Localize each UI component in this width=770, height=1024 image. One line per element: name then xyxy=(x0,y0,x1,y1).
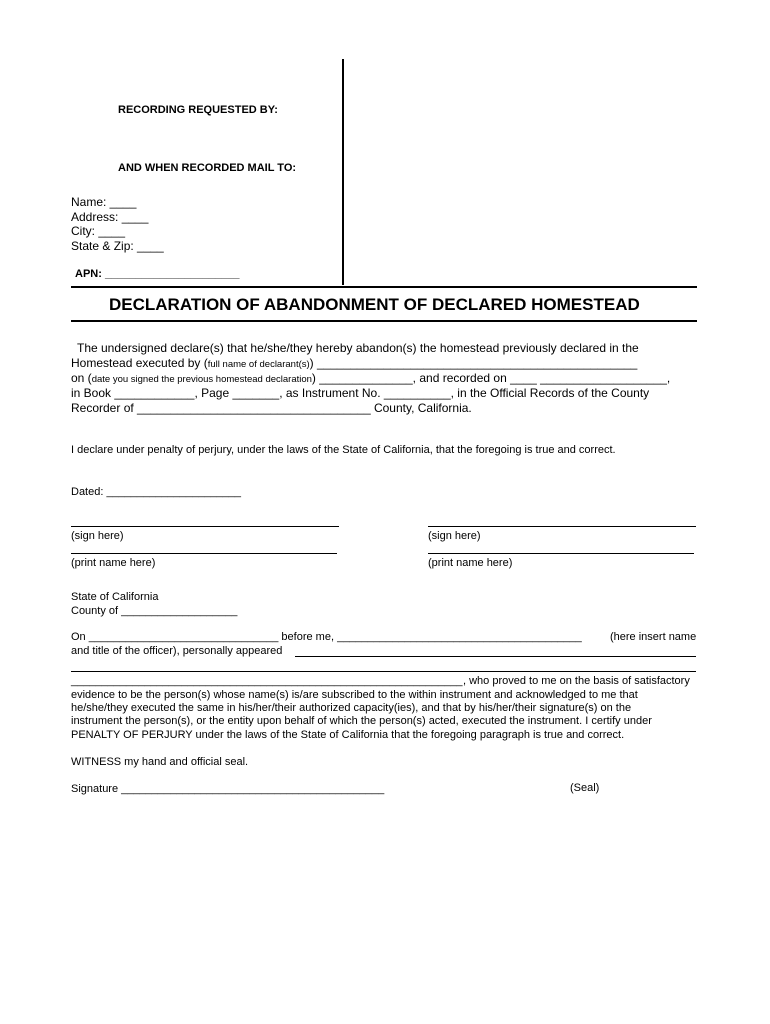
notary-para-2: he/she/they executed the same in his/her/their authorized capacity(ies), and that by his/her/their signature(s) on the xyxy=(71,702,632,714)
body-line-3-a: on ( xyxy=(71,371,92,385)
notary-blank-line xyxy=(71,671,696,672)
when-recorded-mail-to: AND WHEN RECORDED MAIL TO: xyxy=(118,162,297,174)
notary-para-1: evidence to be the person(s) whose name(s) is/are subscribed to the within instrument and acknowledged to me that xyxy=(71,689,638,701)
body-line-3-b: ) ______________, and recorded on ____ ___________________, xyxy=(311,371,671,385)
notary-title-officer: and title of the officer), personally appeared xyxy=(71,645,283,657)
body-line-5: Recorder of ___________________________________ County, California. xyxy=(71,401,472,415)
state-zip-field: State & Zip: ____ xyxy=(71,239,164,253)
sign-here-right: (sign here) xyxy=(428,530,481,542)
title-rule-bottom xyxy=(71,320,697,322)
city-field: City: ____ xyxy=(71,224,126,238)
name-field: Name: ____ xyxy=(71,195,137,209)
sign-line-right xyxy=(428,526,696,527)
body-line-2-b: ) ________________________________________________ xyxy=(309,356,638,370)
seal-label: (Seal) xyxy=(570,782,600,794)
notary-proved-text: , who proved to me on the basis of satisfactory xyxy=(463,675,690,687)
perjury-statement: I declare under penalty of perjury, under the laws of the State of California, that the foregoing is true and correct. xyxy=(71,444,616,456)
body-line-3 xyxy=(71,371,670,385)
body-line-2-note: full name of declarant(s) xyxy=(207,359,310,370)
address-field: Address: ____ xyxy=(71,210,149,224)
document-title: DECLARATION OF ABANDONMENT OF DECLARED HOMESTEAD xyxy=(109,295,640,314)
notary-para-3: instrument the person(s), or the entity upon behalf of which the person(s) acted, executed the instrument. I certify under xyxy=(71,715,652,727)
signature-line: Signature ___________________________________________ xyxy=(71,783,385,795)
body-line-2-a: Homestead executed by ( xyxy=(71,356,208,370)
sign-line-left xyxy=(71,526,339,527)
witness-line: WITNESS my hand and official seal. xyxy=(71,756,249,768)
header-divider-vertical xyxy=(342,59,344,285)
notary-on-line: On _______________________________ before me, ________________________________________ xyxy=(71,631,582,643)
notary-insert-name: (here insert name xyxy=(610,631,697,643)
print-line-right xyxy=(428,553,694,554)
print-name-right: (print name here) xyxy=(428,557,513,569)
body-line-4: in Book ____________, Page _______, as Instrument No. __________, in the Official Records of the County xyxy=(71,386,650,400)
body-line-1: The undersigned declare(s) that he/she/they hereby abandon(s) the homestead previously declared in the xyxy=(77,341,639,355)
county-of: County of ___________________ xyxy=(71,605,238,617)
dated-field: Dated: ______________________ xyxy=(71,486,242,498)
personally-appeared-line xyxy=(295,656,696,657)
recording-requested-by: RECORDING REQUESTED BY: xyxy=(118,104,278,116)
print-name-left: (print name here) xyxy=(71,557,156,569)
sign-here-left: (sign here) xyxy=(71,530,124,542)
print-line-left xyxy=(71,553,337,554)
notary-para-4: PENALTY OF PERJURY under the laws of the State of California that the foregoing paragraph is true and correct. xyxy=(71,729,625,741)
title-rule-top xyxy=(71,286,697,288)
apn-field: APN: ______________________ xyxy=(75,268,240,280)
body-line-3-note: date you signed the previous homestead declaration xyxy=(91,374,312,385)
notary-proved-blank: ________________________________________________________________ xyxy=(71,675,463,687)
body-line-2 xyxy=(71,356,637,370)
state-of-california: State of California xyxy=(71,591,159,603)
